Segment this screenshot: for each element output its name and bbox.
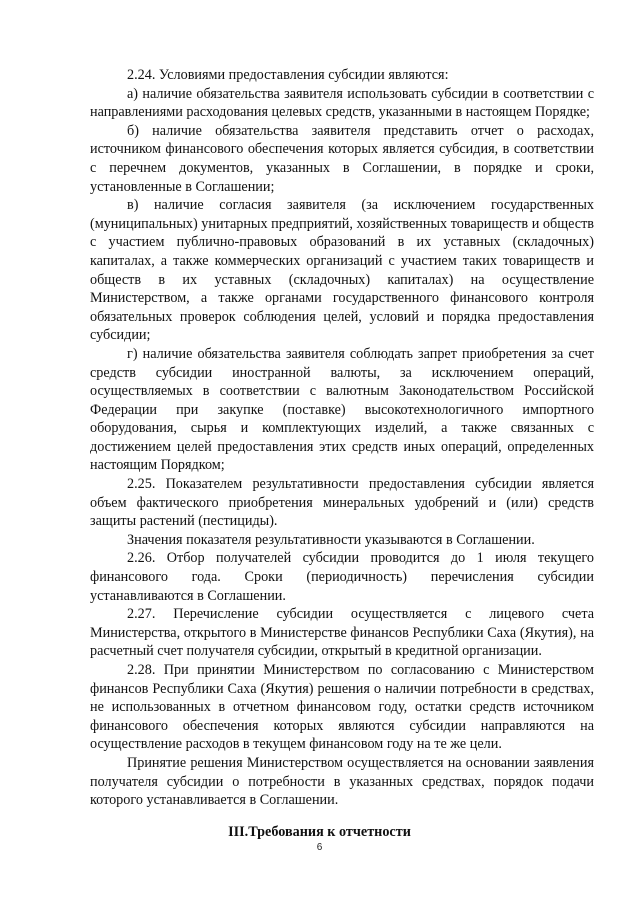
clause-2-24-item-a: а) наличие обязательства заявителя использовать субсидии в соответствии с направлениями расходования целевых средств, указанными в настоящем Порядке; [90, 85, 594, 121]
clause-2-24-item-v: в) наличие согласия заявителя (за исключением государственных (муниципальных) унитарных предприятий, хозяйственных товариществ и обществ с участием публично-правовых образований в их уставных (складочных) капиталах, а также коммерческих организаций с участием таких товариществ и обществ в их уставных (складочных) капиталах) на осуществление Министерством, а также органами государственного финансового контроля обязательных проверок соблюдения целей, условий и порядка предоставления субсидии; [90, 197, 594, 344]
clause-2-26: 2.26. Отбор получателей субсидии проводится до 1 июля текущего финансового года. Сроки (периодичность) перечисления субсидии устанавливаются в Соглашении. [90, 550, 594, 604]
clause-2-27: 2.27. Перечисление субсидии осуществляется с лицевого счета Министерства, открытого в Министерстве финансов Республики Саха (Якутия), на расчетный счет получателя субсидии, открытый в кредитной организации. [90, 606, 594, 660]
document-body [90, 66, 594, 810]
clause-2-24-intro: 2.24. Условиями предоставления субсидии являются: [127, 67, 449, 83]
clause-2-28-decision: Принятие решения Министерством осуществляется на основании заявления получателя субсидии о потребности в указанных средствах, порядок подачи которого устанавливается в Соглашении. [90, 754, 594, 809]
clause-2-24-item-g: г) наличие обязательства заявителя соблюдать запрет приобретения за счет средств субсидии иностранной валюты, за исключением операций, осуществляемых в соответствии с валютным Законодательством Российской Федерации при закупке (поставке) высокотехнологичного импортного оборудования, сырья и комплектующих изделий, а также связанных с достижением целей предоставления этих средств иных операций, определенных настоящим Порядком; [90, 345, 594, 474]
page-number: 6 [316, 842, 323, 853]
clause-2-28: 2.28. При принятии Министерством по согласованию с Министерством финансов Республики Саха (Якутия) решения о наличии потребности в средствах, не использованных в отчетном финансовом году, остатки средств источником финансового обеспечения которых являются субсидии направляются на осуществление расходов в текущем финансовом году на те же цели. [90, 662, 594, 753]
section-heading: III.Требования к отчетности [228, 824, 411, 840]
clause-2-24-item-b: б) наличие обязательства заявителя представить отчет о расходах, источником финансового обеспечения которых является субсидия, в соответствии с перечнем документов, указанных в Соглашении, в порядке и сроки, установленные в Соглашении; [90, 122, 594, 195]
clause-2-25: 2.25. Показателем результативности предоставления субсидии является объем фактического приобретения минеральных удобрений и (или) средств защиты растений (пестициды). [90, 476, 594, 530]
clause-2-25-values: Значения показателя результативности указываются в Соглашении. [127, 531, 535, 548]
